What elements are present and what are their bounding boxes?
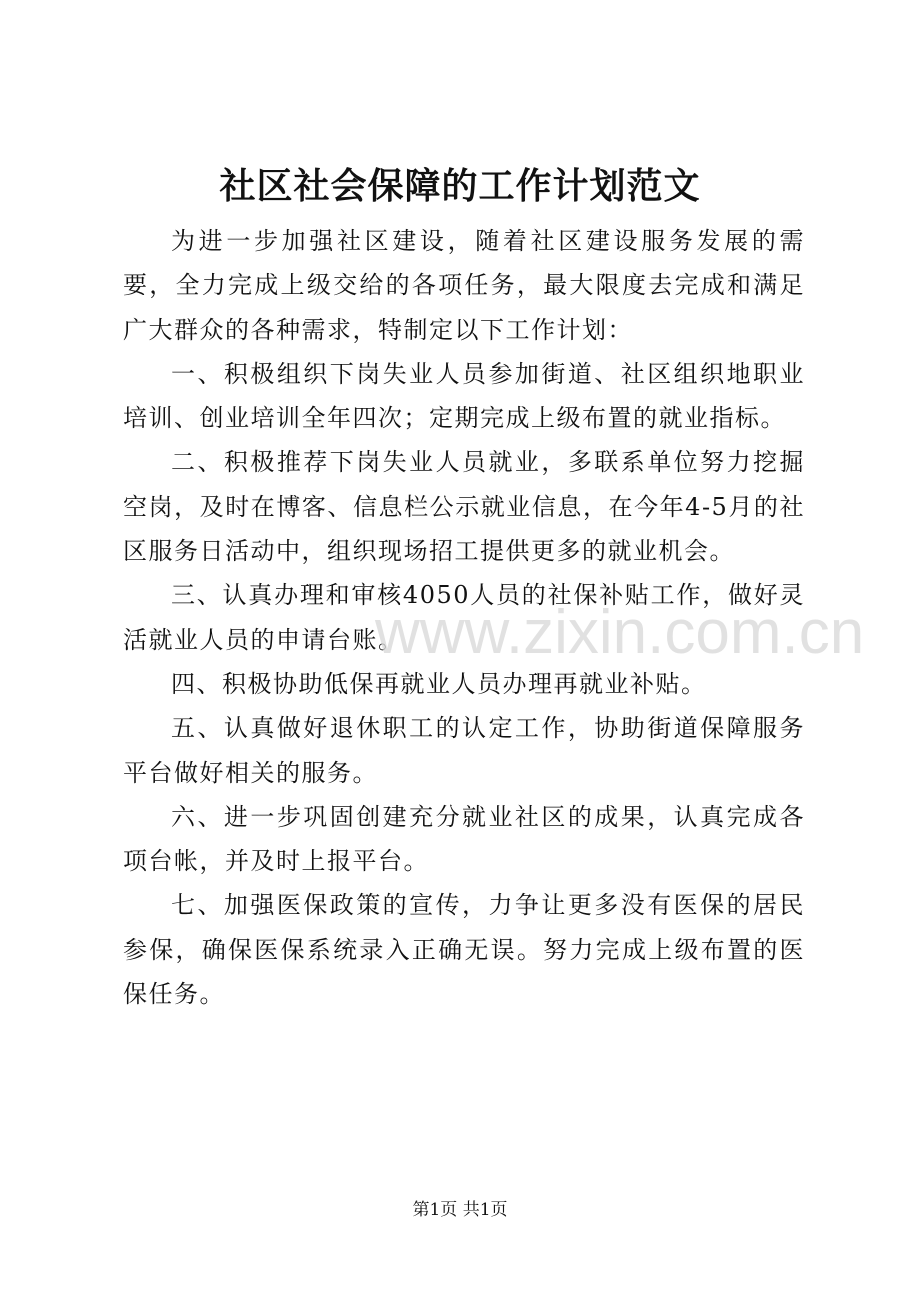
document-title: 社区社会保障的工作计划范文 <box>219 165 701 207</box>
paragraph-item-7: 七、加强医保政策的宣传，力争让更多没有医保的居民参保，确保医保系统录入正确无误。努力完成上级布置的医保任务。 <box>123 891 805 1009</box>
watermark: www.zixin.com.cn <box>375 598 865 667</box>
paragraph-intro: 为进一步加强社区建设，随着社区建设服务发展的需要，全力完成上级交给的各项任务，最大限度去完成和满足广大群众的各种需求，特制定以下工作计划： <box>123 227 805 344</box>
page-footer: 第1页 共1页 <box>412 1200 508 1220</box>
paragraph-item-2: 二、积极推荐下岗失业人员就业，多联系单位努力挖掘空岗，及时在博客、信息栏公示就业信息，在今年4-5月的社区服务日活动中，组织现场招工提供更多的就业机会。 <box>123 448 805 566</box>
paragraph-item-1: 一、积极组织下岗失业人员参加街道、社区组织地职业培训、创业培训全年四次；定期完成上级布置的就业指标。 <box>123 359 805 433</box>
paragraph-item-3: 三、认真办理和审核4050人员的社保补贴工作，做好灵活就业人员的申请台账。 <box>123 581 805 654</box>
paragraph-item-5: 五、认真做好退休职工的认定工作，协助街道保障服务平台做好相关的服务。 <box>123 714 805 787</box>
paragraph-item-6: 六、进一步巩固创建充分就业社区的成果，认真完成各项台帐，并及时上报平台。 <box>123 802 805 876</box>
paragraph-item-4: 四、积极协助低保再就业人员办理再就业补贴。 <box>171 669 707 698</box>
document-body <box>123 219 805 1016</box>
